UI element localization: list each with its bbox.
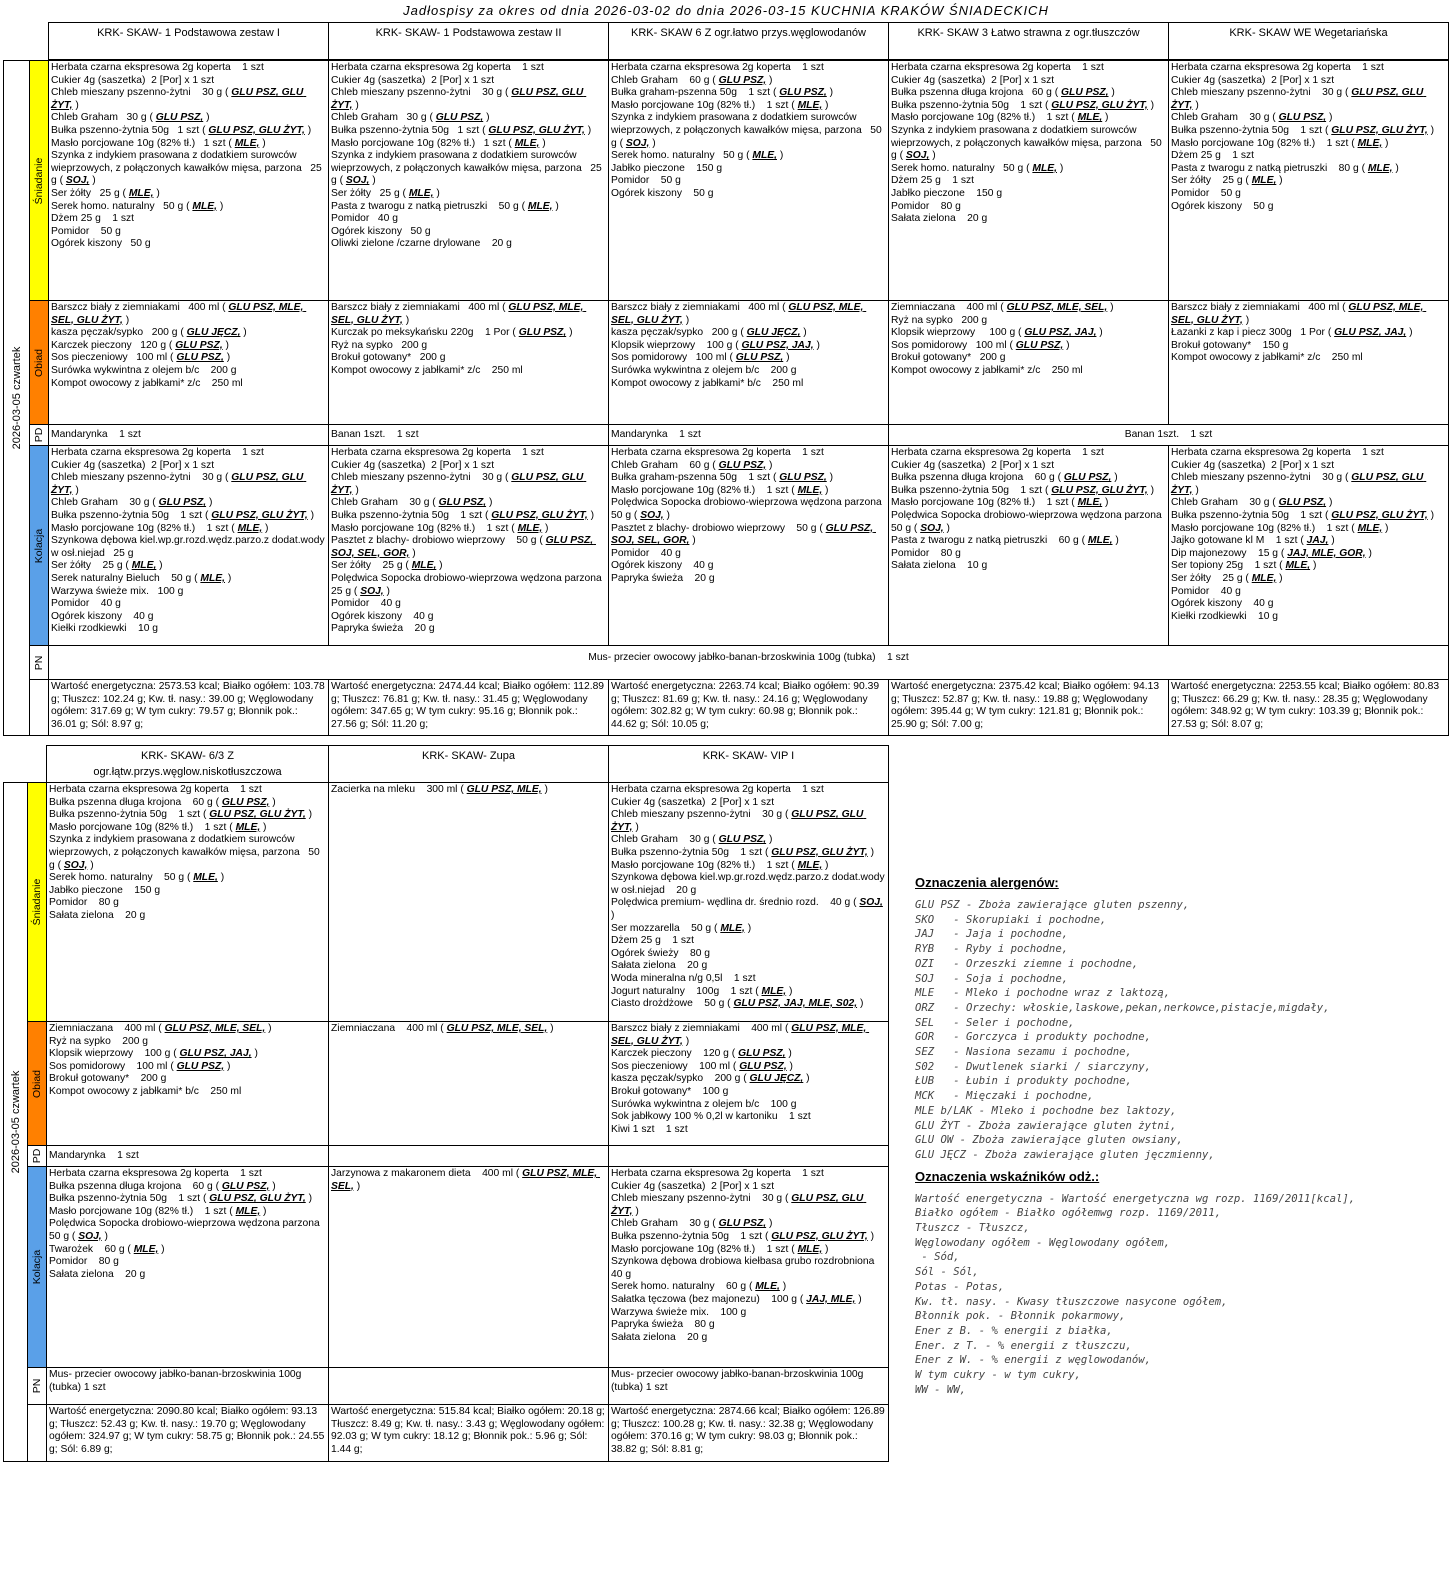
nutrition-label [29,679,49,736]
breakfast-cell: Herbata czarna ekspresowa 2g koperta 1 szt Cukier 4g (saszetka) 2 [Por] x 1 szt Chleb mieszany pszenno-żytni 30 g ( GLU PSZ, GLU ŻYT, ) Chleb Graham 30 g ( GLU PSZ, ) Bułka pszenno-żytnia 50g 1 szt ( GLU PSZ, GLU ŻYT, ) Masło porcjowane 10g (82% tł.) 1 szt ( MLE, ) Szynka z indykiem prasowana z dodatkiem surowców wieprzowych, z połączonych kawałków mięsa, parzona 25 g ( SOJ, ) Ser żółty 25 g ( MLE, ) Serek homo. naturalny 50 g ( MLE, ) Dżem 25 g 1 szt Pomidor 50 g Ogórek kiszony 50 g [48,60,329,301]
pd-cell: Mandarynka 1 szt [46,1145,329,1167]
nutrition-cell: Wartość energetyczna: 2874.66 kcal; Białko ogółem: 126.89 g; Tłuszcz: 100.28 g; Kw. tł. nasy.: 32.38 g; Węglowodany ogółem: 370.16 g; W tym cukry: 98.03 g; Błonnik pok.: 38.82 g; Sól: 8.81 g; [608,1404,889,1462]
breakfast-cell: Herbata czarna ekspresowa 2g koperta 1 szt Chleb Graham 60 g ( GLU PSZ, ) Bułka graham-pszenna 50g 1 szt ( GLU PSZ, ) Masło porcjowane 10g (82% tł.) 1 szt ( MLE, ) Szynka z indykiem prasowana z dodatkiem surowców wieprzowych, z połączonych kawałków mięsa, parzona 50 g ( SOJ, ) Serek homo. naturalny 50 g ( MLE, ) Jabłko pieczone 150 g Pomidor 50 g Ogórek kiszony 50 g [608,60,889,301]
pn-cell [328,1367,609,1405]
diet-header: KRK- SKAW- 6/3 Z ogr.łątw.przys.węglow.niskotłuszczowa [46,745,329,783]
allergens-list: GLU PSZ - Zboża zawierające gluten pszenny, SKO - Skorupiaki i pochodne, JAJ - Jaja i pochodne, RYB - Ryby i pochodne, OZI - Orzeszki ziemne i pochodne, SOJ - Soja i pochodne, MLE - Mleko i pochodne wraz z laktozą, ORZ - Orzechy: włoskie,laskowe,pekan,nerkowce,pistacje,migdały, SEL - Seler i pochodne, GOR - Gorczyca i produkty pochodne, SEZ - Nasiona sezamu i pochodne, S02 - Dwutlenek siarki / siarczyny, ŁUB - Łubin i produkty pochodne, MCK - Mięczaki i pochodne, MLE b/LAK - Mleko i pochodne bez laktozy, GLU ŻYT - Zboża zawierające gluten żytni, GLU OW - Zboża zawierające gluten owsiany, GLU JĘCZ - Zboża zawierające gluten jęczmienny, [915,899,1330,1161]
nutrition-cell: Wartość energetyczna: 2375.42 kcal; Białko ogółem: 94.13 g; Tłuszcz: 52.87 g; Kw. tł. nasy.: 19.88 g; Węglowodany ogółem: 395.44 g; W tym cukry: 121.81 g; Błonnik pok.: 25.90 g; Sól: 7.00 g; [888,679,1169,736]
pn-cell: Mus- przecier owocowy jabłko-banan-brzoskwinia 100g (tubka) 1 szt [46,1367,329,1405]
breakfast-cell: Herbata czarna ekspresowa 2g koperta 1 szt Bułka pszenna długa krojona 60 g ( GLU PSZ, ) Bułka pszenno-żytnia 50g 1 szt ( GLU PSZ, GLU ŻYT, ) Masło porcjowane 10g (82% tł.) 1 szt ( MLE, ) Szynka z indykiem prasowana z dodatkiem surowców wieprzowych, z połączonych kawałków mięsa, parzona 50 g ( SOJ, ) Serek homo. naturalny 50 g ( MLE, ) Jabłko pieczone 150 g Pomidor 80 g Sałata zielona 20 g [46,782,329,1022]
dinner-cell: Herbata czarna ekspresowa 2g koperta 1 szt Cukier 4g (saszetka) 2 [Por] x 1 szt Chleb mieszany pszenno-żytni 30 g ( GLU PSZ, GLU ŻYT, ) Chleb Graham 30 g ( GLU PSZ, ) Bułka pszenno-żytnia 50g 1 szt ( GLU PSZ, GLU ŻYT, ) Masło porcjowane 10g (82% tł.) 1 szt ( MLE, ) Szynkowa dębowa kiel.wp.gr.rozd.wędz.parzo.z dodat.wody w osł.niejad 25 g Ser żółty 25 g ( MLE, ) Serek naturalny Bieluch 50 g ( MLE, ) Warzywa świeże mix. 100 g Pomidor 40 g Ogórek kiszony 40 g Kiełki rzodkiewki 10 g [48,445,329,646]
pd-cell: Banan 1szt. 1 szt [888,424,1449,446]
nutrition-cell: Wartość energetyczna: 2573.53 kcal; Białko ogółem: 103.78 g; Tłuszcz: 102.24 g; Kw. tł. nasy.: 39.00 g; Węglowodany ogółem: 317.69 g; W tym cukry: 79.57 g; Błonnik pok.: 36.01 g; Sól: 8.97 g; [48,679,329,736]
diet-header: KRK- SKAW 3 Łatwo strawna z ogr.tłuszczów [888,22,1169,60]
diet-header: KRK- SKAW WE Wegetariańska [1168,22,1449,60]
breakfast-cell: Herbata czarna ekspresowa 2g koperta 1 szt Cukier 4g (saszetka) 2 [Por] x 1 szt Chleb mieszany pszenno-żytni 30 g ( GLU PSZ, GLU ŻYT, ) Chleb Graham 30 g ( GLU PSZ, ) Bułka pszenno-żytnia 50g 1 szt ( GLU PSZ, GLU ŻYT, ) Masło porcjowane 10g (82% tł.) 1 szt ( MLE, ) Szynkowa dębowa kiel.wp.gr.rozd.wędz.parzo.z dodat.wody w osł.niejad 20 g Polędwica premium- wędlina dr. średnio rozd. 40 g ( SOJ, ) Ser mozzarella 50 g ( MLE, ) Dżem 25 g 1 szt Ogórek świeży 80 g Sałata zielona 20 g Woda mineralna n/g 0,5l 1 szt Jogurt naturalny 100g 1 szt ( MLE, ) Ciasto drożdżowe 50 g ( GLU PSZ, JAJ, MLE, S02, ) [608,782,889,1022]
lunch-cell: Barszcz biały z ziemniakami 400 ml ( GLU PSZ, MLE, SEL, GLU ŻYT, ) Karczek pieczony 120 g ( GLU PSZ, ) Sos pieczeniowy 100 ml ( GLU PSZ, ) kasza pęczak/sypko 200 g ( GLU JĘCZ, ) Brokuł gotowany* 100 g Surówka wykwintna z olejem b/c 100 g Sok jabłkowy 100 % 0,2l w kartoniku 1 szt Kiwi 1 szt 1 szt [608,1021,889,1146]
diet-header: KRK- SKAW- 1 Podstawowa zestaw I [48,22,329,60]
pd-cell: Mandarynka 1 szt [48,424,329,446]
breakfast-cell: Zacierka na mleku 300 ml ( GLU PSZ, MLE, ) [328,782,609,1022]
day-label: 2026-03-05 czwartek [3,60,30,736]
meal-label-pn: PN [29,645,49,680]
lunch-cell: Barszcz biały z ziemniakami 400 ml ( GLU PSZ, MLE, SEL, GLU ŻYT, ) kasza pęczak/sypko 200 g ( GLU JĘCZ, ) Karczek pieczony 120 g ( GLU PSZ, ) Sos pieczeniowy 100 ml ( GLU PSZ, ) Surówka wykwintna z olejem b/c 200 g Kompot owocowy z jabłkami* z/c 250 ml [48,300,329,425]
dinner-cell: Herbata czarna ekspresowa 2g koperta 1 szt Cukier 4g (saszetka) 2 [Por] x 1 szt Bułka pszenna długa krojona 60 g ( GLU PSZ, ) Bułka pszenno-żytnia 50g 1 szt ( GLU PSZ, GLU ŻYT, ) Masło porcjowane 10g (82% tł.) 1 szt ( MLE, ) Polędwica Sopocka drobiowo-wieprzowa wędzona parzona 50 g ( SOJ, ) Pasta z twarogu z natką pietruszki 60 g ( MLE, ) Pomidor 80 g Sałata zielona 10 g [888,445,1169,646]
legend [915,875,1445,1398]
dinner-cell: Herbata czarna ekspresowa 2g koperta 1 szt Cukier 4g (saszetka) 2 [Por] x 1 szt Chleb mieszany pszenno-żytni 30 g ( GLU PSZ, GLU ŻYT, ) Chleb Graham 30 g ( GLU PSZ, ) Bułka pszenno-żytnia 50g 1 szt ( GLU PSZ, GLU ŻYT, ) Masło porcjowane 10g (82% tł.) 1 szt ( MLE, ) Jajko gotowane kl M 1 szt ( JAJ, ) Dip majonezowy 15 g ( JAJ, MLE, GOR, ) Ser topiony 25g 1 szt ( MLE, ) Ser żółty 25 g ( MLE, ) Pomidor 40 g Ogórek kiszony 40 g Kiełki rzodkiewki 10 g [1168,445,1449,646]
breakfast-cell: Herbata czarna ekspresowa 2g koperta 1 szt Cukier 4g (saszetka) 2 [Por] x 1 szt Bułka pszenna długa krojona 60 g ( GLU PSZ, ) Bułka pszenno-żytnia 50g 1 szt ( GLU PSZ, GLU ŻYT, ) Masło porcjowane 10g (82% tł.) 1 szt ( MLE, ) Szynka z indykiem prasowana z dodatkiem surowców wieprzowych, z połączonych kawałków mięsa, parzona 50 g ( SOJ, ) Serek homo. naturalny 50 g ( MLE, ) Dżem 25 g 1 szt Jabłko pieczone 150 g Pomidor 80 g Sałata zielona 20 g [888,60,1169,301]
diet-header: KRK- SKAW- Zupa [328,745,609,783]
nutrition-cell: Wartość energetyczna: 515.84 kcal; Białko ogółem: 20.18 g; Tłuszcz: 8.49 g; Kw. tł. nasy.: 3.43 g; Węglowodany ogółem: 92.03 g; W tym cukry: 18.12 g; Błonnik pok.: 5.96 g; Sól: 1.44 g; [328,1404,609,1462]
lunch-cell: Barszcz biały z ziemniakami 400 ml ( GLU PSZ, MLE, SEL, GLU ŻYT, ) Łazanki z kap i piecz 300g 1 Por ( GLU PSZ, JAJ, ) Brokuł gotowany* 150 g Kompot owocowy z jabłkami* z/c 250 ml [1168,300,1449,425]
day-label: 2026-03-05 czwartek [3,782,28,1462]
lunch-cell: Ziemniaczana 400 ml ( GLU PSZ, MLE, SEL, ) Ryż na sypko 200 g Klopsik wieprzowy 100 g ( GLU PSZ, JAJ, ) Sos pomidorowy 100 ml ( GLU PSZ, ) Brokuł gotowany* 200 g Kompot owocowy z jabłkami* b/c 250 ml [46,1021,329,1146]
meal-label-pn: PN [27,1367,47,1405]
pd-cell: Banan 1szt. 1 szt [328,424,609,446]
pd-cell [328,1145,609,1167]
pn-cell: Mus- przecier owocowy jabłko-banan-brzoskwinia 100g (tubka) 1 szt [608,1367,889,1405]
lunch-cell: Barszcz biały z ziemniakami 400 ml ( GLU PSZ, MLE, SEL, GLU ŻYT, ) Kurczak po meksykańsku 220g 1 Por ( GLU PSZ, ) Ryż na sypko 200 g Brokuł gotowany* 200 g Kompot owocowy z jabłkami* z/c 250 ml [328,300,609,425]
lunch-cell: Barszcz biały z ziemniakami 400 ml ( GLU PSZ, MLE, SEL, GLU ŻYT, ) kasza pęczak/sypko 200 g ( GLU JĘCZ, ) Klopsik wieprzowy 100 g ( GLU PSZ, JAJ, ) Sos pomidorowy 100 ml ( GLU PSZ, ) Surówka wykwintna z olejem b/c 200 g Kompot owocowy z jabłkami* b/c 250 ml [608,300,889,425]
dinner-cell: Herbata czarna ekspresowa 2g koperta 1 szt Chleb Graham 60 g ( GLU PSZ, ) Bułka graham-pszenna 50g 1 szt ( GLU PSZ, ) Masło porcjowane 10g (82% tł.) 1 szt ( MLE, ) Polędwica Sopocka drobiowo-wieprzowa wędzona parzona 50 g ( SOJ, ) Pasztet z blachy- drobiowo wieprzowy 50 g ( GLU PSZ, SOJ, SEL, GOR, ) Pomidor 40 g Ogórek kiszony 40 g Papryka świeża 20 g [608,445,889,646]
page-title: Jadłospisy za okres od dnia 2026-03-02 do dnia 2026-03-15 KUCHNIA KRAKÓW ŚNIADECKICH [403,3,1049,18]
dinner-cell: Herbata czarna ekspresowa 2g koperta 1 szt Cukier 4g (saszetka) 2 [Por] x 1 szt Chleb mieszany pszenno-żytni 30 g ( GLU PSZ, GLU ŻYT, ) Chleb Graham 30 g ( GLU PSZ, ) Bułka pszenno-żytnia 50g 1 szt ( GLU PSZ, GLU ŻYT, ) Masło porcjowane 10g (82% tł.) 1 szt ( MLE, ) Szynkowa dębowa drobiowa kiełbasa grubo rozdrobniona 40 g Serek homo. naturalny 60 g ( MLE, ) Sałatka tęczowa (bez majonezu) 100 g ( JAJ, MLE, ) Warzywa świeże mix. 100 g Papryka świeża 80 g Sałata zielona 20 g [608,1166,889,1368]
dinner-cell: Herbata czarna ekspresowa 2g koperta 1 szt Cukier 4g (saszetka) 2 [Por] x 1 szt Chleb mieszany pszenno-żytni 30 g ( GLU PSZ, GLU ŻYT, ) Chleb Graham 30 g ( GLU PSZ, ) Bułka pszenno-żytnia 50g 1 szt ( GLU PSZ, GLU ŻYT, ) Masło porcjowane 10g (82% tł.) 1 szt ( MLE, ) Pasztet z blachy- drobiowo wieprzowy 50 g ( GLU PSZ, SOJ, SEL, GOR, ) Ser żółty 25 g ( MLE, ) Polędwica Sopocka drobiowo-wieprzowa wędzona parzona 25 g ( SOJ, ) Pomidor 40 g Ogórek kiszony 40 g Papryka świeża 20 g [328,445,609,646]
nutrition-cell: Wartość energetyczna: 2090.80 kcal; Białko ogółem: 93.13 g; Tłuszcz: 52.43 g; Kw. tł. nasy.: 19.70 g; Węglowodany ogółem: 324.97 g; W tym cukry: 58.75 g; Błonnik pok.: 24.55 g; Sól: 6.89 g; [46,1404,329,1462]
indicators-title: Oznaczenia wskaźników odż.: [915,1168,1100,1184]
allergens-title: Oznaczenia alergenów: [915,875,1059,890]
lunch-cell: Ziemniaczana 400 ml ( GLU PSZ, MLE, SEL, ) Ryż na sypko 200 g Klopsik wieprzowy 100 g ( GLU PSZ, JAJ, ) Sos pomidorowy 100 ml ( GLU PSZ, ) Brokuł gotowany* 200 g Kompot owocowy z jabłkami* z/c 250 ml [888,300,1169,425]
dinner-cell: Jarzynowa z makaronem dieta 400 ml ( GLU PSZ, MLE, SEL, ) [328,1166,609,1368]
breakfast-cell: Herbata czarna ekspresowa 2g koperta 1 szt Cukier 4g (saszetka) 2 [Por] x 1 szt Chleb mieszany pszenno-żytni 30 g ( GLU PSZ, GLU ŻYT, ) Chleb Graham 30 g ( GLU PSZ, ) Bułka pszenno-żytnia 50g 1 szt ( GLU PSZ, GLU ŻYT, ) Masło porcjowane 10g (82% tł.) 1 szt ( MLE, ) Dżem 25 g 1 szt Pasta z twarogu z natką pietruszki 80 g ( MLE, ) Ser żółty 25 g ( MLE, ) Pomidor 50 g Ogórek kiszony 50 g [1168,60,1449,301]
diet-header: KRK- SKAW- VIP I [608,745,889,783]
pd-cell: Mandarynka 1 szt [608,424,889,446]
dinner-cell: Herbata czarna ekspresowa 2g koperta 1 szt Bułka pszenna długa krojona 60 g ( GLU PSZ, ) Bułka pszenno-żytnia 50g 1 szt ( GLU PSZ, GLU ŻYT, ) Masło porcjowane 10g (82% tł.) 1 szt ( MLE, ) Polędwica Sopocka drobiowo-wieprzowa wędzona parzona 50 g ( SOJ, ) Twarożek 60 g ( MLE, ) Pomidor 80 g Sałata zielona 20 g [46,1166,329,1368]
breakfast-cell: Herbata czarna ekspresowa 2g koperta 1 szt Cukier 4g (saszetka) 2 [Por] x 1 szt Chleb mieszany pszenno-żytni 30 g ( GLU PSZ, GLU ŻYT, ) Chleb Graham 30 g ( GLU PSZ, ) Bułka pszenno-żytnia 50g 1 szt ( GLU PSZ, GLU ŻYT, ) Masło porcjowane 10g (82% tł.) 1 szt ( MLE, ) Szynka z indykiem prasowana z dodatkiem surowców wieprzowych, z połączonych kawałków mięsa, parzona 25 g ( SOJ, ) Ser żółty 25 g ( MLE, ) Pasta z twarogu z natką pietruszki 50 g ( MLE, ) Pomidor 40 g Ogórek kiszony 50 g Oliwki zielone /czarne drylowane 20 g [328,60,609,301]
pd-cell [608,1145,889,1167]
indicators-list: Wartość energetyczna - Wartość energetyczna wg rozp. 1169/2011[kcal], Białko ogółem - Białko ogółemwg rozp. 1169/2011, Tłuszcz - Tłuszcz, Węglowodany ogółem - Węglowodany ogółem, - Sód, Sól - Sól, Potas - Potas, Kw. tł. nasy. - Kwasy tłuszczowe nasycone ogółem, Błonnik pok. - Błonnik pokarmowy, Ener z B. - % energii z białka, Ener. z T. - % energii z tłuszczu, Ener z W. - % energii z węglowodanów, W tym cukry - w tym cukry, WW - WW, [915,1192,1356,1396]
meal-label-breakfast: Śniadanie [27,782,47,1022]
diet-header: KRK- SKAW- 1 Podstawowa zestaw II [328,22,609,60]
lunch-cell: Ziemniaczana 400 ml ( GLU PSZ, MLE, SEL, ) [328,1021,609,1146]
meal-label-dinner: Kolacja [27,1166,47,1368]
nutrition-cell: Wartość energetyczna: 2474.44 kcal; Białko ogółem: 112.89 g; Tłuszcz: 76.81 g; Kw. tł. nasy.: 31.45 g; Węglowodany ogółem: 347.65 g; W tym cukry: 95.16 g; Błonnik pok.: 27.56 g; Sól: 11.20 g; [328,679,609,736]
meal-label-lunch: Obiad [27,1021,47,1146]
meal-label-pd: PD [27,1145,47,1167]
meal-label-breakfast: Śniadanie [29,60,49,301]
pn-cell: Mus- przecier owocowy jabłko-banan-brzoskwinia 100g (tubka) 1 szt [48,645,1449,680]
meal-label-pd: PD [29,424,49,446]
nutrition-cell: Wartość energetyczna: 2263.74 kcal; Białko ogółem: 90.39 g; Tłuszcz: 81.69 g; Kw. tł. nasy.: 24.16 g; Węglowodany ogółem: 302.82 g; W tym cukry: 60.98 g; Błonnik pok.: 44.62 g; Sól: 10.05 g; [608,679,889,736]
nutrition-cell: Wartość energetyczna: 2253.55 kcal; Białko ogółem: 80.83 g; Tłuszcz: 66.29 g; Kw. tł. nasy.: 28.35 g; Węglowodany ogółem: 348.92 g; W tym cukry: 103.39 g; Błonnik pok.: 27.53 g; Sól: 8.07 g; [1168,679,1449,736]
nutrition-label [27,1404,47,1462]
diet-header: KRK- SKAW 6 Z ogr.łatwo przys.węglowodanów [608,22,889,60]
meal-label-lunch: Obiad [29,300,49,425]
meal-label-dinner: Kolacja [29,445,49,646]
